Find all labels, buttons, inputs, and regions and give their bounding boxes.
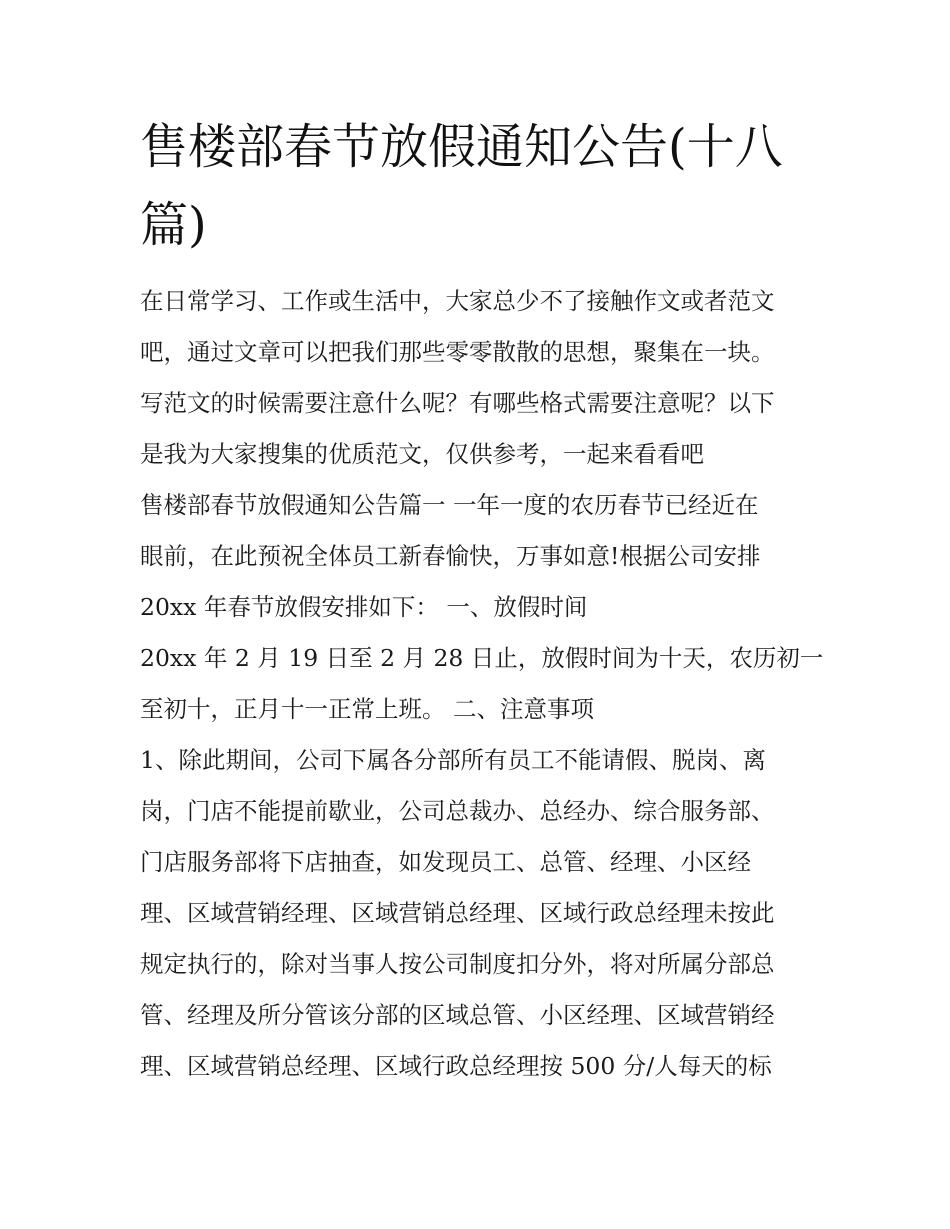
- body-line-6: 眼前，在此预祝全体员工新春愉快，万事如意!根据公司安排: [140, 542, 761, 570]
- title-line-2: 篇): [140, 197, 207, 253]
- body-line-14: 规定执行的，除对当事人按公司制度扣分外，将对所属分部总: [140, 950, 775, 978]
- title-line-1: 售楼部春节放假通知公告(十八: [140, 119, 783, 175]
- body-line-5: 售楼部春节放假通知公告篇一 一年一度的农历春节已经近在: [140, 491, 759, 519]
- body-line-13: 理、区域营销经理、区域营销总经理、区域行政总经理未按此: [140, 899, 775, 927]
- body-line-12: 门店服务部将下店抽查，如发现员工、总管、经理、小区经: [140, 848, 751, 876]
- body-line-15: 管、经理及所分管该分部的区域总管、小区经理、区域营销经: [140, 1001, 775, 1029]
- body-line-8: 20xx 年 2 月 19 日至 2 月 28 日止，放假时间为十天，农历初一: [140, 644, 824, 672]
- body-line-16: 理、区域营销总经理、区域行政总经理按 500 分/人每天的标: [140, 1052, 772, 1080]
- document-body: [140, 276, 824, 1092]
- body-line-3: 写范文的时候需要注意什么呢？有哪些格式需要注意呢？以下: [140, 389, 775, 417]
- body-line-1: 在日常学习、工作或生活中，大家总少不了接触作文或者范文: [140, 287, 775, 315]
- body-line-7: 20xx 年春节放假安排如下： 一、放假时间: [140, 593, 588, 621]
- body-line-9: 至初十，正月十一正常上班。 二、注意事项: [140, 695, 594, 723]
- body-line-2: 吧，通过文章可以把我们那些零零散散的思想，聚集在一块。: [140, 338, 775, 366]
- document-title: [140, 108, 830, 264]
- body-line-10: 1、除此期间，公司下属各分部所有员工不能请假、脱岗、离: [140, 746, 766, 774]
- body-line-4: 是我为大家搜集的优质范文，仅供参考，一起来看看吧: [140, 440, 704, 468]
- body-line-11: 岗，门店不能提前歇业，公司总裁办、总经办、综合服务部、: [140, 797, 775, 825]
